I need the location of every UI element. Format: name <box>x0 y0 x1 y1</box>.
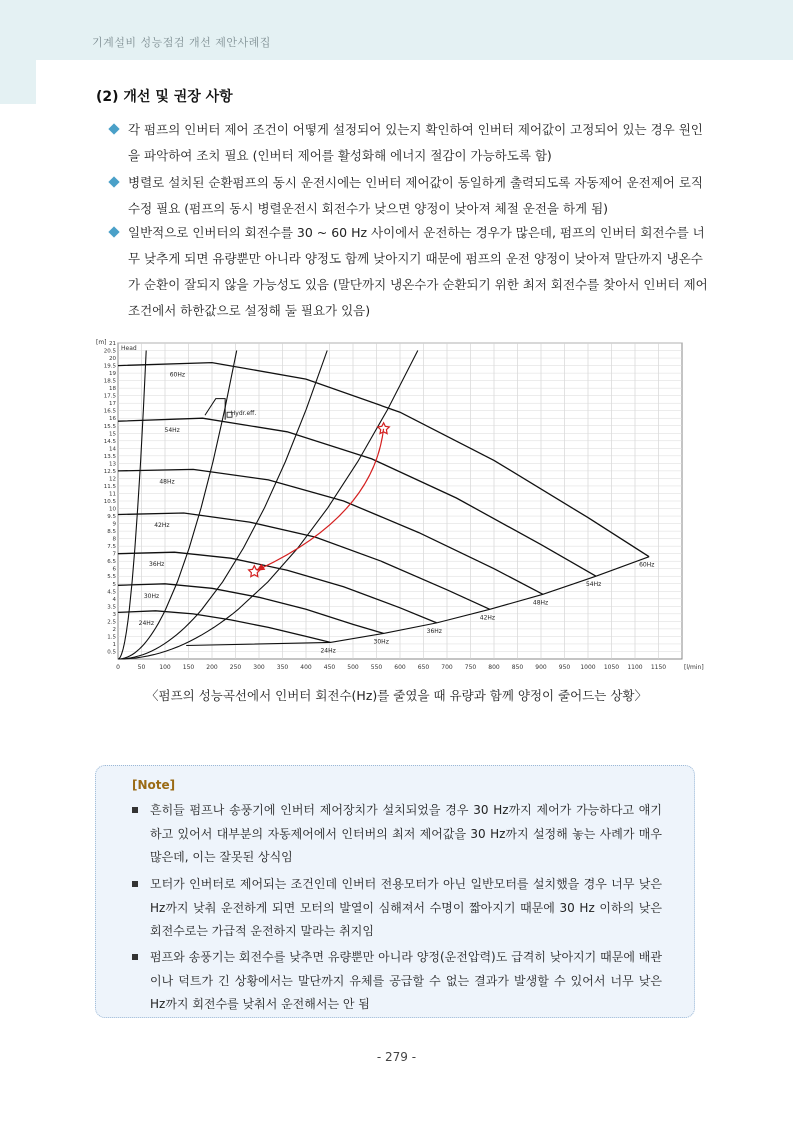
y-tick-label: 18 <box>109 386 116 393</box>
y-tick-label: 5 <box>112 581 116 588</box>
y-tick-label: 12.5 <box>103 468 116 475</box>
y-tick-label: 13.5 <box>103 453 116 460</box>
curve-end-label: 42Hz <box>479 614 496 622</box>
y-tick-label: 7 <box>112 551 116 558</box>
y-tick-label: 10.5 <box>103 499 116 505</box>
header-tab <box>0 60 36 104</box>
bullet-item <box>110 220 710 324</box>
x-tick-label: 1000 <box>580 664 596 671</box>
curve-end-label: 30Hz <box>373 638 389 646</box>
y-tick-label: 7.5 <box>107 544 116 551</box>
y-tick-label: 1 <box>112 641 116 648</box>
bullet-item <box>110 117 710 169</box>
curve-end-label: 36Hz <box>426 627 442 635</box>
curve-label: 36Hz <box>149 561 165 569</box>
y-tick-label: 2.5 <box>107 619 116 626</box>
y-tick-label: 14 <box>109 446 116 453</box>
y-tick-label: 9.5 <box>107 514 116 521</box>
y-tick-label: 19.5 <box>103 363 116 370</box>
square-bullet-icon <box>132 954 138 960</box>
note-text: 펌프와 송풍기는 회전수를 낮추면 유량뿐만 아니라 양정(운전압력)도 급격히 낮아지기 때문에 배관이나 덕트가 긴 상황에서는 말단까지 유체를 공급할 수 없는 결과가 발생할 수 있어서 너무 낮은 Hz까지 회전수를 낮춰서 운전해서는 안 됨 <box>150 950 662 1011</box>
note-item <box>132 873 662 944</box>
x-tick-label: 500 <box>347 664 359 671</box>
x-tick-label: 0 <box>116 664 120 671</box>
y-tick-label: 16 <box>109 416 116 423</box>
bullet-text: 일반적으로 인버터의 회전수를 30 ~ 60 Hz 사이에서 운전하는 경우가 많은데, 펌프의 인버터 회전수를 너무 낮추게 되면 유량뿐만 아니라 양정도 함께 낮아지기 때문에 펌프의 운전 양정이 낮아져 말단까지 냉온수가 순환이 잘되지 않을 가능성도 있음 (말단까지 냉온수가 순환되기 위한 최저 회전수를 찾아서 인버터 제어조건에서 하한값으로 설정해 둘 필요가 있음) <box>128 225 708 318</box>
curve-end-label: 60Hz <box>639 561 655 569</box>
x-tick-label: 950 <box>558 664 571 671</box>
x-tick-label: 850 <box>511 664 524 671</box>
y-tick-label: 6 <box>112 566 116 573</box>
y-tick-label: 10 <box>109 506 116 513</box>
y-tick-label: 20 <box>109 356 116 363</box>
chart-caption: 〈펌프의 성능곡선에서 인버터 회전수(Hz)를 줄였을 때 유량과 함께 양정이 줄어드는 상황〉 <box>146 688 647 703</box>
y-unit-label: [m] <box>96 339 107 346</box>
curve-label: 54Hz <box>164 427 180 435</box>
x-tick-label: 1100 <box>627 664 643 671</box>
note-box <box>95 765 695 1018</box>
y-tick-label: 14.5 <box>103 438 116 445</box>
header-title: 기계설비 성능점검 개선 제안사례집 <box>92 36 271 49</box>
x-tick-label: 150 <box>182 664 195 671</box>
section-title: (2) 개선 및 권장 사항 <box>96 89 233 105</box>
y-tick-label: 20.5 <box>103 348 116 355</box>
y-tick-label: 21 <box>109 341 116 347</box>
bullet-text: 각 펌프의 인버터 제어 조건이 어떻게 설정되어 있는지 확인하여 인버터 제어값이 고정되어 있는 경우 원인을 파악하여 조치 필요 (인버터 제어를 활성화해 에너지 절감이 가능하도록 함) <box>128 122 703 163</box>
x-tick-label: 750 <box>464 664 477 671</box>
x-tick-label: 900 <box>535 664 547 671</box>
y-tick-label: 4 <box>112 596 116 603</box>
y-tick-label: 17.5 <box>103 393 116 400</box>
y-tick-label: 3 <box>112 611 116 618</box>
note-text: 흔히들 펌프나 송풍기에 인버터 제어장치가 설치되었을 경우 30 Hz까지 제어가 가능하다고 얘기하고 있어서 대부분의 자동제어에서 인터버의 최저 제어값을 30 Hz까지 설정해 놓는 사례가 매우 많은데, 이는 잘못된 상식임 <box>150 803 662 864</box>
x-tick-label: 650 <box>417 664 430 671</box>
y-tick-label: 18.5 <box>103 378 116 385</box>
x-tick-label: 450 <box>323 664 336 671</box>
y-tick-label: 15.5 <box>103 423 116 430</box>
curve-label: 60Hz <box>169 371 185 379</box>
note-title: [Note] <box>132 778 176 792</box>
x-tick-label: 200 <box>206 664 218 671</box>
y-tick-label: 9 <box>112 521 116 528</box>
x-tick-label: 400 <box>300 664 312 671</box>
x-tick-label: 800 <box>488 664 500 671</box>
y-tick-label: 6.5 <box>107 559 116 566</box>
y-tick-label: 15 <box>109 431 116 438</box>
square-bullet-icon <box>132 807 138 813</box>
efficiency-label: Hydr.eff. <box>230 410 257 418</box>
curve-label: 30Hz <box>143 592 160 600</box>
y-tick-label: 1.5 <box>107 634 116 641</box>
y-tick-label: 2 <box>112 626 116 633</box>
header-band <box>0 0 793 60</box>
y-tick-label: 8 <box>112 536 116 543</box>
square-bullet-icon <box>132 881 138 887</box>
bullet-item <box>110 170 710 222</box>
x-tick-label: 700 <box>441 664 453 671</box>
y-tick-label: 16.5 <box>103 408 116 415</box>
x-tick-label: 1050 <box>603 664 620 671</box>
curve-end-label: 54Hz <box>585 581 602 589</box>
y-tick-label: 8.5 <box>107 529 116 536</box>
x-tick-label: 1150 <box>650 664 667 671</box>
curve-end-label: 24Hz <box>320 647 336 655</box>
x-unit-label: [l/min] <box>684 664 704 671</box>
y-tick-label: 17 <box>109 401 116 408</box>
curve-label: 42Hz <box>154 522 170 530</box>
y-tick-label: 13 <box>109 461 116 468</box>
x-tick-label: 250 <box>229 664 242 671</box>
y-tick-label: 3.5 <box>107 604 116 611</box>
y-tick-label: 12 <box>109 476 116 483</box>
y-tick-label: 5.5 <box>107 574 116 581</box>
curve-label: 48Hz <box>159 478 175 486</box>
y-tick-label: 19 <box>109 371 116 378</box>
x-tick-label: 50 <box>137 664 146 671</box>
y-tick-label: 4.5 <box>107 589 116 596</box>
y-tick-label: 0.5 <box>107 649 116 656</box>
note-text: 모터가 인버터로 제어되는 조건인데 인버터 전용모터가 아닌 일반모터를 설치했을 경우 너무 낮은 Hz까지 낮춰 운전하게 되면 모터의 발열이 심해져서 수명이 짧아지기 때문에 30 Hz 이하의 낮은 회전수로는 가급적 운전하지 말라는 취지임 <box>150 877 662 938</box>
x-tick-label: 350 <box>276 664 289 671</box>
page-number: - 279 - <box>376 1050 417 1064</box>
y-tick-label: 11.5 <box>103 483 116 490</box>
note-item <box>132 799 662 870</box>
note-item <box>132 946 662 1017</box>
curve-label: 24Hz <box>138 619 154 627</box>
y-tick-label: 11 <box>109 491 116 498</box>
x-tick-label: 100 <box>159 664 171 671</box>
y-axis-label: Head <box>121 345 137 352</box>
bullet-text: 병렬로 설치된 순환펌프의 동시 운전시에는 인버터 제어값이 동일하게 출력되도록 자동제어 운전제어 로직 수정 필요 (펌프의 동시 병렬운전시 회전수가 낮으면 양정이 낮아져 체절 운전을 하게 됨) <box>128 175 704 216</box>
pump-performance-chart <box>94 336 714 681</box>
curve-end-label: 48Hz <box>532 599 549 607</box>
x-tick-label: 550 <box>370 664 383 671</box>
x-tick-label: 600 <box>394 664 406 671</box>
x-tick-label: 300 <box>253 664 265 671</box>
